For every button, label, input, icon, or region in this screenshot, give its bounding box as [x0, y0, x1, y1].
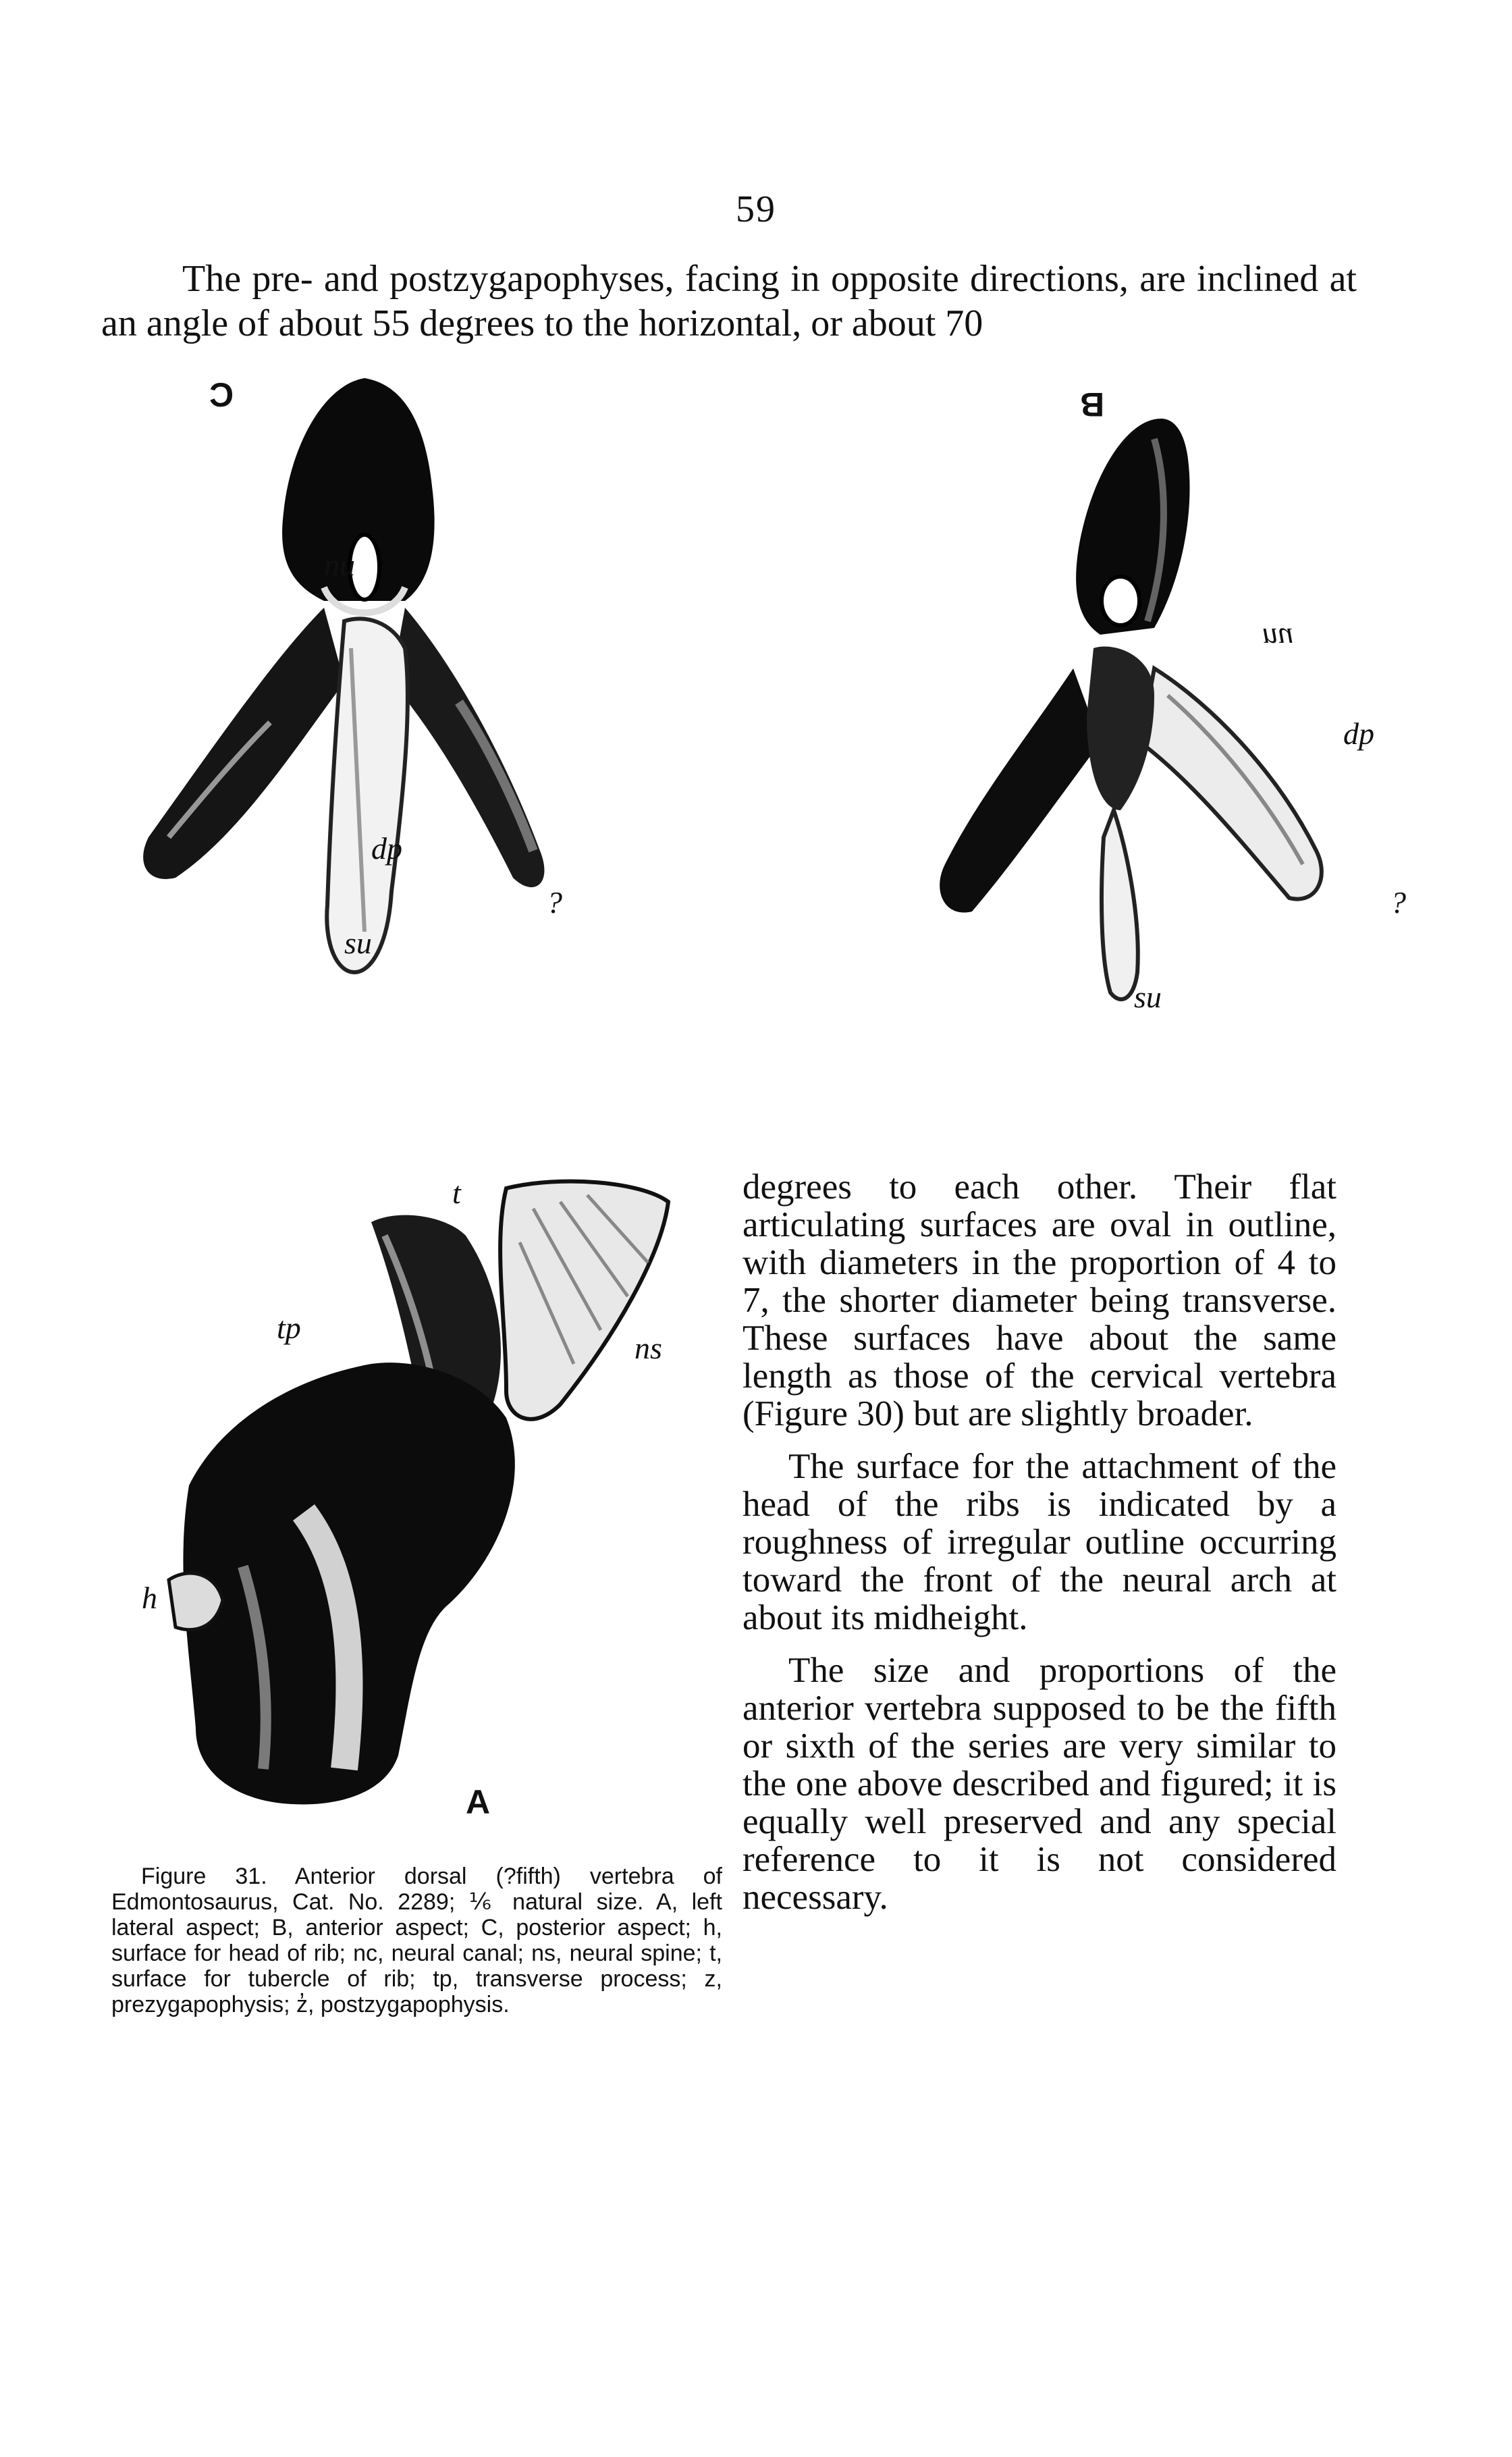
label-a-t: t [452, 1175, 461, 1210]
page-number: 59 [736, 188, 776, 230]
body-text-column [742, 1168, 1336, 1931]
label-a-h: h [142, 1581, 157, 1615]
label-b-question: ? [1390, 885, 1406, 920]
figure-top-views [122, 365, 1406, 1080]
paragraph-2: The surface for the attachment of the head of the ribs is indicated by a roughness of irregular outline occurring toward the front of the neural arch at about its midheight. [742, 1447, 1336, 1637]
intro-paragraph: The pre- and postzygapophyses, facing in opposite directions, are inclined at an angle of about 55 degrees to the horizontal, or about 70 [101, 258, 1357, 344]
label-b-su: su [1134, 980, 1162, 1014]
paragraph-1: degrees to each other. Their flat articulating surfaces are oval in outline, with diameters in the proportion of 4 to 7, the shorter diameter being transverse. These surfaces have about the same length as those of the cervical vertebra (Figure 30) but are slightly broader. [742, 1167, 1336, 1433]
figure-letter-c: C [209, 376, 234, 414]
label-c-su: su [344, 926, 372, 960]
label-b-nu: nu [1262, 615, 1293, 650]
vertebra-lateral-view [128, 1161, 709, 1837]
paragraph-3: The size and proportions of the anterior vertebra supposed to be the fifth or sixth of the series are very similar to the one above described and figured; it is equally well preserved and any special reference to it is not considered necessary. [742, 1651, 1336, 1917]
figure-caption-text: Figure 31. Anterior dorsal (?fifth) vertebra of Edmontosaurus, Cat. No. 2289; ⅙ natural size. A, left lateral aspect; B, anterior aspect; C, posterior aspect; h, surface for head of rib; nc, neural canal; ns, neural spine; t, surface for tubercle of rib; tp, transverse process; z, prezygapophysis; z̓, postzygapophysis. [111, 1864, 722, 2017]
label-a-tp: tp [277, 1311, 301, 1345]
vertebra-anterior-view [871, 378, 1384, 1053]
figure-letter-b: B [1080, 386, 1105, 423]
label-a-ns: ns [634, 1331, 662, 1365]
label-b-dp: dp [1343, 716, 1374, 751]
label-c-nu: nu [324, 548, 355, 582]
figure-letter-a: A [466, 1783, 491, 1821]
label-c-question: ? [547, 885, 562, 920]
figure-caption [111, 1864, 722, 2017]
label-c-dp: dp [371, 831, 402, 866]
figure-lateral-view [128, 1161, 709, 1837]
vertebra-posterior-view [122, 365, 662, 1040]
